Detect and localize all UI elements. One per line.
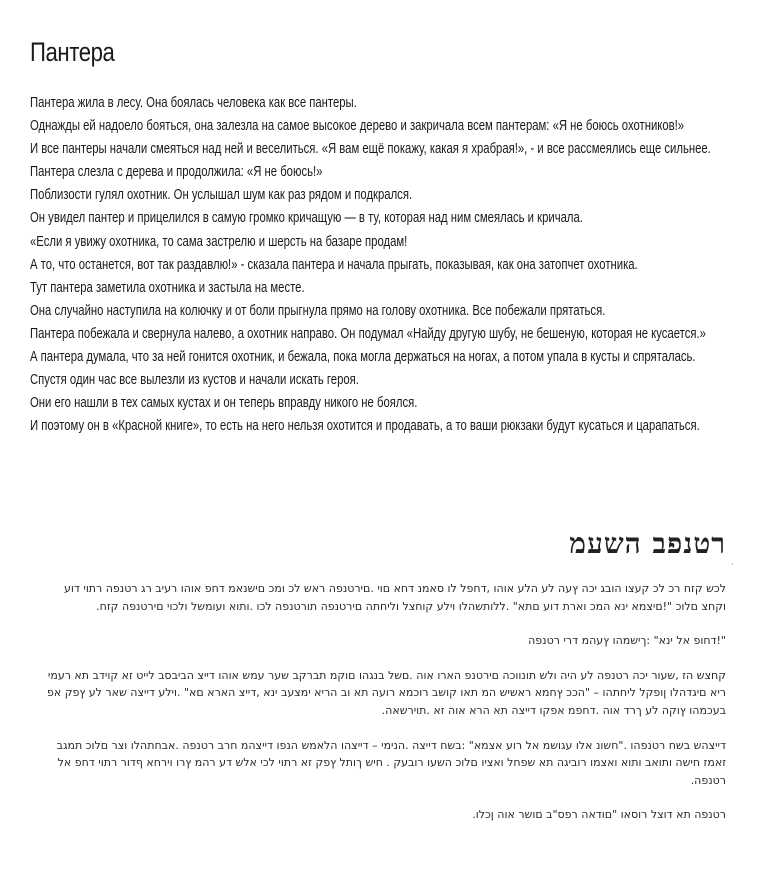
russian-line: И все пантеры начали смеяться над ней и веселиться. «Я вам ещё покажу, какая я храбрая!», - и все рассмеялись еще сильнее. [30, 141, 711, 158]
hebrew-paragraph: "!דחופ אל ינא" :ךישמהו ץעהמ דרי רטנפה [528, 634, 726, 648]
russian-text [30, 92, 745, 438]
hebrew-paragraph: לכש קזח רכ לכ קעצו הובג יכה ץעה לע הלע אוהו ,דחפל לו סאמנ דחא םוי .םירטנפה ראש לכ ומכ םישנאמ דחפ אוהו רעיב רג רטנפה רתוי דוע וקחצ םלוכ "!םיצמא ינא המכ וארת דוע םתא" .ללותשהלו וילע קוחצל וליחתה םירטנפה תורטנפה לכו .ותוא ועומשל ולכוי םירטנפה קזח. [63, 582, 726, 613]
hebrew-title: רטנפב השעמ [569, 527, 726, 560]
russian-title: Пантера [30, 37, 115, 67]
russian-line: Пантера жила в лесу. Она боялась человека как все пантеры. [30, 95, 357, 111]
hebrew-story [36, 524, 726, 841]
russian-story [30, 34, 745, 438]
russian-line: Тут пантера заметила охотника и застыла на месте. [30, 279, 305, 296]
russian-line: Она случайно наступила на колючку и от боли прыгнула прямо на голову охотника. Все побежали прятаться. [30, 302, 606, 319]
russian-line: А пантера думала, что за ней гонится охотник, и бежала, пока могла держаться на ногах, а потом упала в кусты и спряталась. [30, 349, 696, 366]
stray-mark: · [731, 560, 734, 570]
russian-line: И поэтому он в «Красной книге», то есть на него нельзя охотится и продавать, а то ваши рюкзаки будут кусаться и царапаться. [30, 418, 700, 435]
russian-line: Однажды ей надоело бояться, она залезла на самое высокое дерево и закричала всем пантерам: «Я не боюсь охотников!» [30, 118, 685, 135]
russian-line: Пантера слезла с дерева и продолжила: «Я не боюсь!» [30, 164, 323, 181]
russian-line: Он увидел пантер и прицелился в самую громко кричащую — в ту, которая над ним смеялась и кричала. [30, 210, 583, 227]
russian-line: Пантера побежала и свернула налево, а охотник направо. Он подумал «Найду другую шубу, не бешеную, которая не кусается.» [30, 325, 706, 342]
russian-line: Они его нашли в тех самых кустах и он теперь вправду никого не боялся. [30, 395, 418, 412]
russian-line: Спустя один час все вылезли из кустов и начали искать героя. [30, 372, 359, 389]
hebrew-paragraph: דייצהש בשח רטנפהו ."חשונ אלו עגושמ אל רוע אצמא" :בשח דייצה .הנימי – דייצהו הלאמש הנפו דייצהמ חרב רטנפה .אבחתהלו וצר םלוכ תמגב זאמז חישה ותואב ותוא ואצמו רוביגה תא שפחל ואציו םלוכ השעו רובעק . חיש ךותל ץפק זא רתוי לכי אלש דע רהמ ץרו וירחא ףדור רתוי דחפ אל רטנפה. [56, 738, 726, 787]
russian-line: Поблизости гулял охотник. Он услышал шум как раз рядом и подкрался. [30, 187, 413, 204]
russian-line: «Если я увижу охотника, то сама застрелю и шерсть на базаре продам! [30, 233, 408, 250]
hebrew-paragraph: קחצש הז ,שעור יכה רטנפה לע היה ולש תונווכה םירטנפ הארו אוה .םשל בנגהו םוקמ תברקב שער עמש אוהו דייצ הביבסב לייט זא קוידב תא רעמי ריא םיגדהלו ןופקל ליחתהו – "הככ ץחמא ראשיש המ תאו קושב רוכמא רועה תא וב הריא ימצעב ינא ,דייצ הארא םא" .וילע דייצה שאר לע ץפק אפ בעכמהו ץוקה לע ךרד אוה .דחפמ אפקו דייצה תא הרא אוה זא .תוירשאה. [46, 668, 726, 717]
hebrew-paragraph: רטנפה תא דוצל רוסאו "םודאה רפס"ב םושר אוה ןכלו. [472, 808, 726, 822]
russian-line: А то, что останется, вот так раздавлю!» - сказала пантера и начала прыгать, показывая, как она затопчет охотника. [30, 256, 638, 273]
